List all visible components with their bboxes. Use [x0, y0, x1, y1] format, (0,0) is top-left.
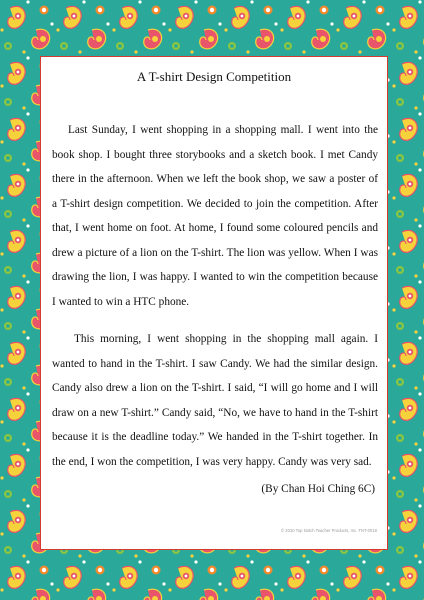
essay-title: A T-shirt Design Competition [136, 69, 292, 84]
author-signature: (By Chan Hoi Ching 6C) [261, 483, 375, 495]
copyright-notice: © 2010 Top Notch Teacher Products, Inc. TNT-0018 [281, 528, 377, 533]
essay-paper [40, 56, 388, 550]
essay-paragraph-1: Last Sunday, I went shopping in a shopping mall. I went into the book shop. I bought three storybooks and a sketch book. I met Candy there in the afternoon. When we left the book shop, we saw a poster of a T-shirt design competition. We decided to join the competition. After that, I went home on foot. At home, I found some coloured pencils and drew a picture of a lion on the T-shirt. The lion was yellow. When I was drawing the lion, I was happy. I wanted to win the competition because I wanted to win a HTC phone. [52, 124, 378, 308]
essay-paragraph-2: This morning, I went shopping in the shopping mall again. I wanted to hand in the T-shirt. I saw Candy. We had the similar design. Candy also drew a lion on the T-shirt. I said, “I will go home and I will draw on a new T-shirt.” Candy said, “No, we have to hand in the T-shirt because it is the deadline today.” We handed in the T-shirt together. In the end, I won the competition, I was very happy. Candy was very sad. [52, 333, 378, 468]
